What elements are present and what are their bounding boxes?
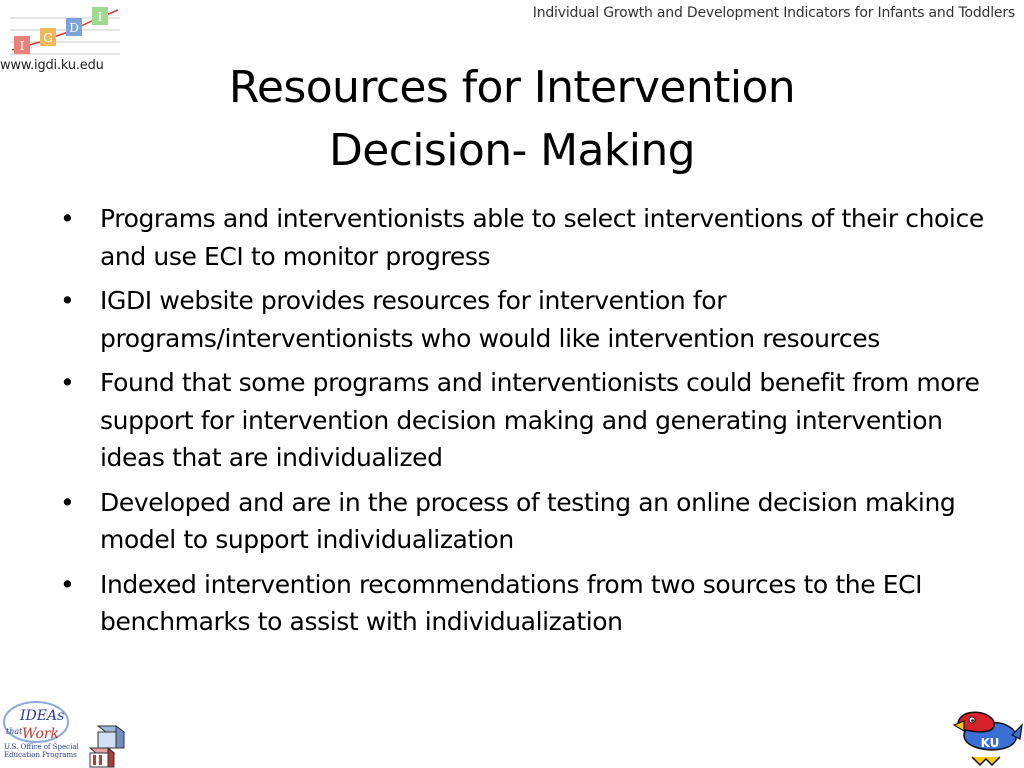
bullet-text: Developed and are in the process of testing an online decision making model to support individualization — [100, 487, 956, 554]
bullet-text: IGDI website provides resources for intervention for programs/interventionists who would like intervention resources — [100, 286, 880, 353]
igdi-url[interactable]: www.igdi.ku.edu — [0, 58, 104, 73]
bullet-text: Found that some programs and interventionists could benefit from more support for intervention decision making and generating intervention ideas that are individualized — [100, 368, 980, 472]
igdi-logo — [10, 2, 122, 62]
logo-letter-4: I — [97, 10, 103, 24]
bullet-item — [58, 566, 988, 641]
osep-caption-line-1: U.S. Office of Special — [4, 743, 79, 751]
bullet-item — [58, 282, 988, 357]
bullet-dot-icon: • — [60, 368, 75, 397]
bullet-dot-icon: • — [60, 286, 75, 315]
bullet-list — [58, 200, 988, 648]
bullet-item — [58, 364, 988, 477]
bullet-text: Indexed intervention recommendations from two sources to the ECI benchmarks to assist with individualization — [100, 569, 923, 636]
osep-caption-line-2: Education Programs — [4, 751, 77, 759]
ku-jayhawk-logo — [950, 705, 1024, 768]
bullet-item — [58, 200, 988, 275]
ideas-that-text: that — [6, 727, 23, 736]
slide-title-line-1: Resources for Intervention — [228, 62, 796, 113]
bullet-dot-icon: • — [60, 569, 75, 599]
logo-letter-2: G — [43, 31, 53, 45]
bullet-text: Programs and interventionists able to select interventions of their choice and use ECI to monitor progress — [100, 204, 984, 271]
bullet-dot-icon: • — [60, 487, 75, 517]
ideas-work-text: Work — [22, 726, 60, 742]
ku-text: KU — [980, 736, 1000, 750]
logo-letter-1: I — [19, 39, 25, 53]
toy-blocks-icon — [84, 722, 130, 768]
bullet-dot-icon: • — [60, 204, 75, 233]
slide-title — [0, 56, 1024, 182]
bullet-item — [58, 484, 988, 559]
osep-caption — [4, 743, 79, 759]
ideas-text: IDEAs — [20, 708, 65, 724]
header-tagline: Individual Growth and Development Indicators for Infants and Toddlers — [532, 5, 1015, 21]
slide-title-line-2: Decision- Making — [328, 125, 696, 176]
logo-letter-3: D — [69, 21, 79, 35]
